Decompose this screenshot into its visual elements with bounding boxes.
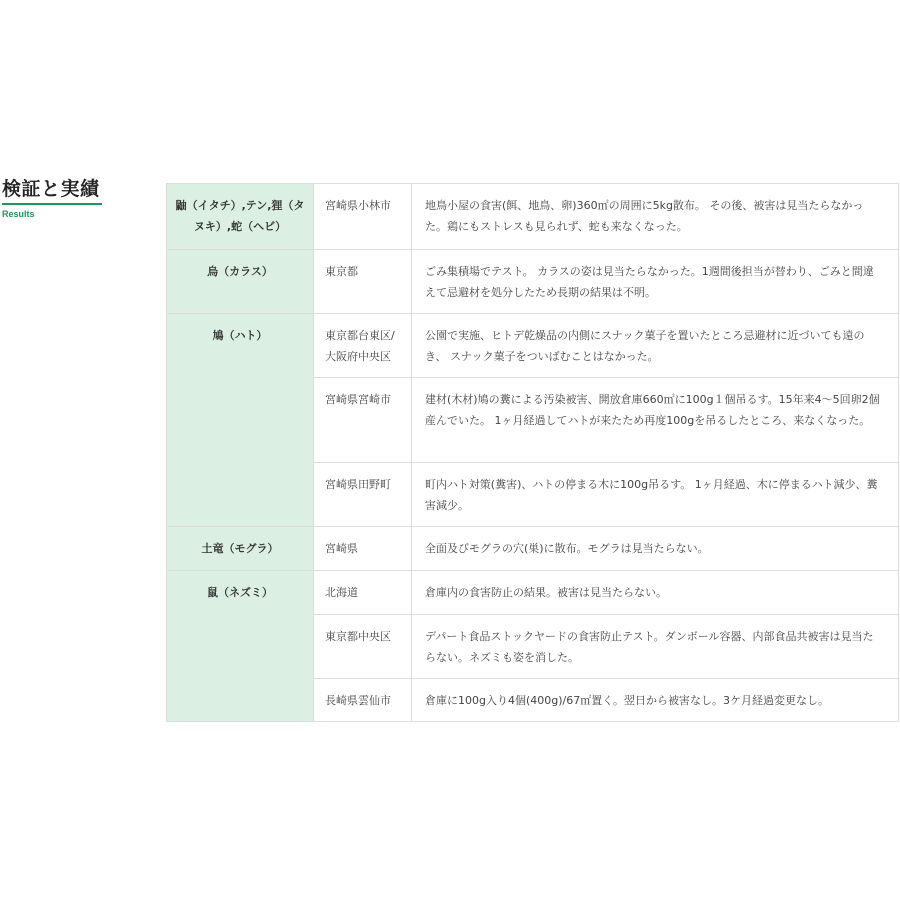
table-row — [167, 184, 899, 250]
result-cell: 倉庫内の食害防止の結果。被害は見当たらない。 — [412, 571, 899, 615]
place-cell: 東京都台東区/大阪府中央区 — [314, 314, 412, 378]
animal-cell: 鼬（イタチ）,テン,狸（タヌキ）,蛇（ヘビ） — [167, 184, 314, 250]
place-cell: 東京都 — [314, 250, 412, 314]
table-row — [167, 314, 899, 378]
result-cell: 地鳥小屋の食害(餌、地鳥、卵)360㎡の周囲に5kg散布。 その後、被害は見当たらなかった。鶏にもストレスも見られず、蛇も来なくなった。 — [412, 184, 899, 250]
result-cell: 町内ハト対策(糞害)、ハトの停まる木に100g吊るす。 1ヶ月経過、木に停まるハト減少、糞害減少。 — [412, 463, 899, 527]
place-cell: 宮崎県小林市 — [314, 184, 412, 250]
place-cell: 宮崎県田野町 — [314, 463, 412, 527]
place-cell: 宮崎県宮崎市 — [314, 378, 412, 463]
result-cell: 倉庫に100g入り4個(400g)/67㎡置く。翌日から被害なし。3ケ月経過変更なし。 — [412, 679, 899, 722]
section-subtitle: Results — [2, 209, 35, 219]
result-cell: ごみ集積場でテスト。 カラスの姿は見当たらなかった。1週間後担当が替わり、ごみと間違えて忌避材を処分したため長期の結果は不明。 — [412, 250, 899, 314]
animal-cell: 烏（カラス） — [167, 250, 314, 314]
result-cell: 全面及びモグラの穴(巣)に散布。モグラは見当たらない。 — [412, 527, 899, 571]
place-cell: 長崎県雲仙市 — [314, 679, 412, 722]
table-row — [167, 250, 899, 314]
animal-cell: 土竜（モグラ） — [167, 527, 314, 571]
place-cell: 北海道 — [314, 571, 412, 615]
result-cell: 公園で実施、ヒトデ乾燥品の内側にスナック菓子を置いたところ忌避材に近づいても遠のき、 スナック菓子をついばむことはなかった。 — [412, 314, 899, 378]
animal-cell: 鳩（ハト） — [167, 314, 314, 527]
place-cell: 東京都中央区 — [314, 615, 412, 679]
place-cell: 宮崎県 — [314, 527, 412, 571]
results-table — [166, 183, 899, 722]
animal-cell: 鼠（ネズミ） — [167, 571, 314, 722]
section-title: 検証と実績 — [2, 177, 102, 205]
table-row — [167, 527, 899, 571]
table-row — [167, 571, 899, 615]
result-cell: デパート食品ストックヤードの食害防止テスト。ダンボール容器、内部食品共被害は見当たらない。ネズミも姿を消した。 — [412, 615, 899, 679]
result-cell: 建材(木材)鳩の糞による汚染被害、開放倉庫660㎡に100g１個吊るす。15年来4～5回卵2個産んでいた。 1ヶ月経過してハトが来たため再度100gを吊るしたところ、来なくなった。 — [412, 378, 899, 463]
section-heading — [2, 177, 102, 219]
